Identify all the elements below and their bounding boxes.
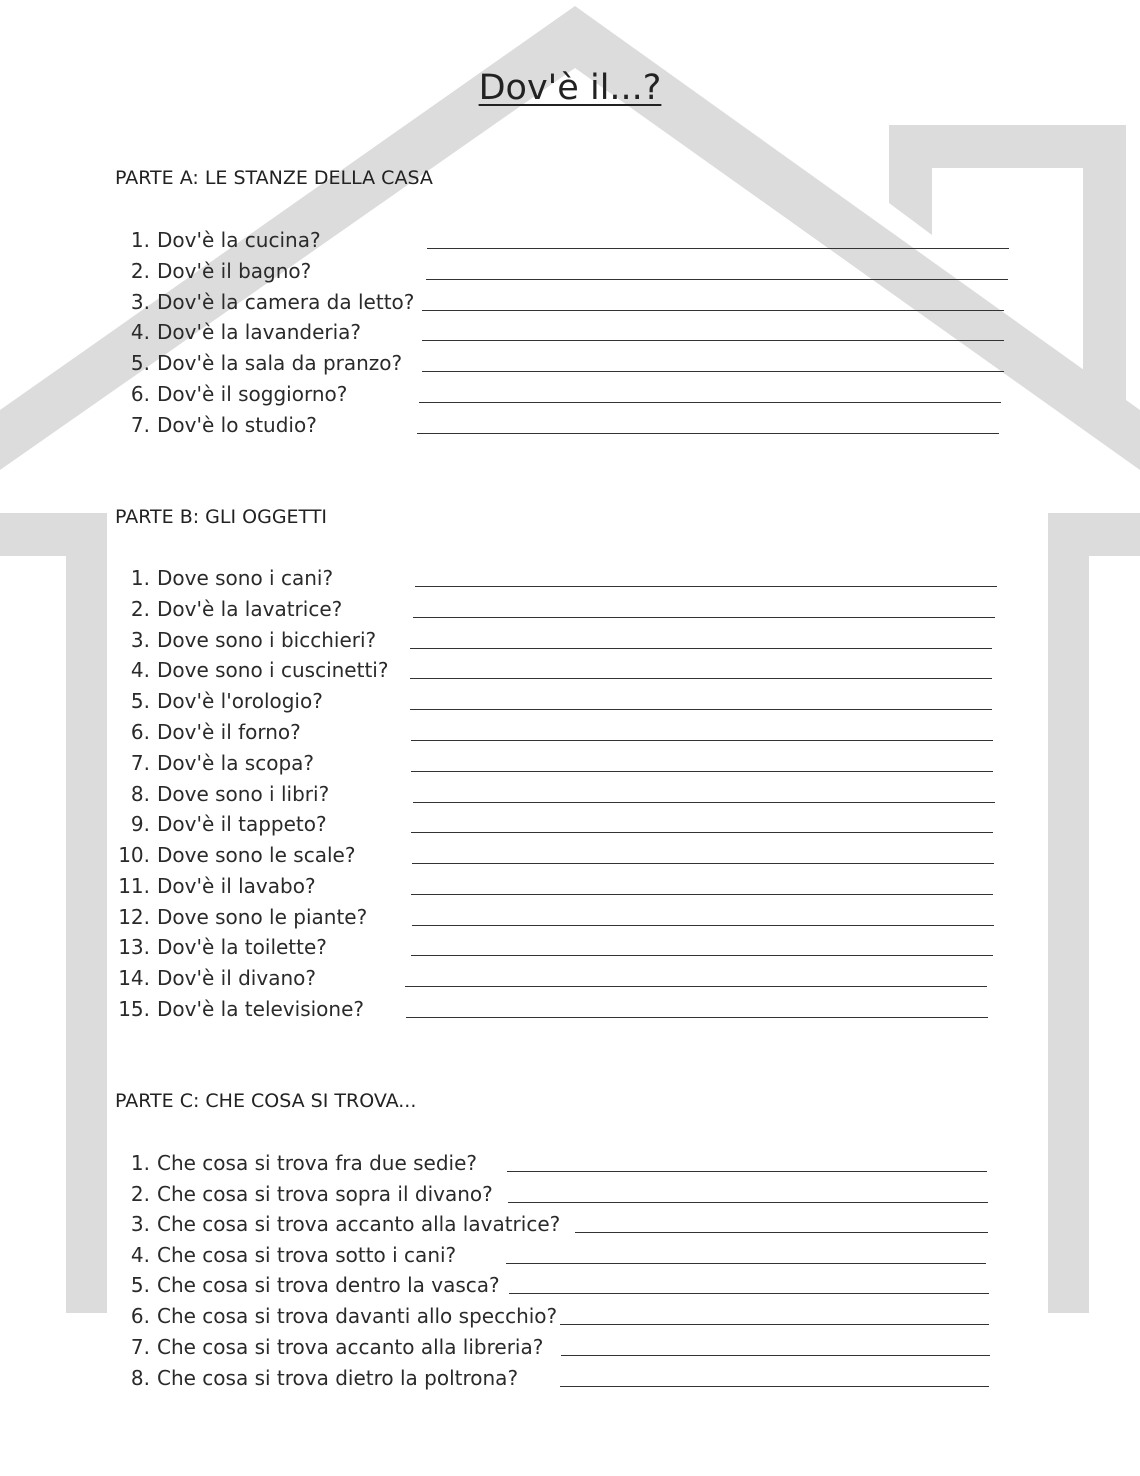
question-number: 6. — [130, 1304, 150, 1328]
question-number: 9. — [130, 812, 150, 836]
question-number: 5. — [130, 689, 150, 713]
question-text: Che cosa si trova accanto alla libreria? — [157, 1335, 544, 1359]
question-number: 1. — [130, 566, 150, 590]
section-b-question-8 — [0, 779, 1140, 809]
question-text: Che cosa si trova dentro la vasca? — [157, 1273, 500, 1297]
answer-line[interactable] — [575, 1232, 988, 1233]
question-text: Dove sono i cuscinetti? — [157, 658, 389, 682]
section-b-question-14 — [0, 963, 1140, 993]
section-b-question-3 — [0, 625, 1140, 655]
answer-line[interactable] — [508, 1202, 988, 1203]
section-a-heading: PARTE A: LE STANZE DELLA CASA — [115, 167, 433, 189]
section-c-question-1 — [0, 1148, 1140, 1178]
answer-line[interactable] — [419, 402, 1001, 403]
answer-line[interactable] — [411, 740, 993, 741]
question-number: 1. — [130, 228, 150, 252]
question-text: Dov'è la lavanderia? — [157, 320, 362, 344]
question-text: Dov'è il soggiorno? — [157, 382, 348, 406]
section-b-question-5 — [0, 686, 1140, 716]
section-a-question-6 — [0, 379, 1140, 409]
question-number: 2. — [130, 1182, 150, 1206]
answer-line[interactable] — [413, 617, 995, 618]
answer-line[interactable] — [411, 894, 993, 895]
question-number: 7. — [130, 1335, 150, 1359]
question-number: 14. — [118, 966, 150, 990]
question-text: Dove sono i cani? — [157, 566, 334, 590]
section-a-question-7 — [0, 410, 1140, 440]
answer-line[interactable] — [506, 1263, 986, 1264]
answer-line[interactable] — [411, 771, 993, 772]
question-text: Dov'è la toilette? — [157, 935, 327, 959]
answer-line[interactable] — [410, 648, 992, 649]
question-text: Dov'è la camera da letto? — [157, 290, 415, 314]
question-text: Dov'è la lavatrice? — [157, 597, 343, 621]
question-number: 5. — [130, 351, 150, 375]
section-a-question-5 — [0, 348, 1140, 378]
answer-line[interactable] — [560, 1386, 989, 1387]
question-number: 5. — [130, 1273, 150, 1297]
section-b-question-9 — [0, 809, 1140, 839]
section-b-question-15 — [0, 994, 1140, 1024]
answer-line[interactable] — [410, 678, 992, 679]
answer-line[interactable] — [422, 340, 1004, 341]
answer-line[interactable] — [411, 832, 993, 833]
section-a-question-4 — [0, 317, 1140, 347]
section-b-question-1 — [0, 563, 1140, 593]
question-text: Che cosa si trova sotto i cani? — [157, 1243, 457, 1267]
section-b-question-6 — [0, 717, 1140, 747]
answer-line[interactable] — [422, 310, 1004, 311]
question-text: Che cosa si trova fra due sedie? — [157, 1151, 478, 1175]
question-number: 3. — [130, 1212, 150, 1236]
question-number: 11. — [118, 874, 150, 898]
section-b-question-13 — [0, 932, 1140, 962]
question-number: 2. — [130, 597, 150, 621]
answer-line[interactable] — [509, 1293, 989, 1294]
question-text: Dov'è l'orologio? — [157, 689, 323, 713]
question-text: Dov'è il forno? — [157, 720, 301, 744]
question-number: 3. — [130, 290, 150, 314]
section-c-question-8 — [0, 1363, 1140, 1393]
question-number: 2. — [130, 259, 150, 283]
section-b-question-10 — [0, 840, 1140, 870]
question-text: Che cosa si trova davanti allo specchio? — [157, 1304, 558, 1328]
question-number: 12. — [118, 905, 150, 929]
page-title — [0, 68, 1140, 108]
question-number: 4. — [130, 320, 150, 344]
question-number: 6. — [130, 382, 150, 406]
answer-line[interactable] — [405, 986, 987, 987]
section-b-question-7 — [0, 748, 1140, 778]
section-c-question-2 — [0, 1179, 1140, 1209]
answer-line[interactable] — [415, 586, 997, 587]
question-text: Dov'è la sala da pranzo? — [157, 351, 403, 375]
answer-line[interactable] — [412, 925, 994, 926]
answer-line[interactable] — [410, 709, 992, 710]
question-number: 13. — [118, 935, 150, 959]
question-text: Che cosa si trova sopra il divano? — [157, 1182, 493, 1206]
question-number: 6. — [130, 720, 150, 744]
section-c-heading: PARTE C: CHE COSA SI TROVA... — [115, 1090, 417, 1112]
answer-line[interactable] — [412, 863, 994, 864]
section-a-question-1 — [0, 225, 1140, 255]
question-text: Dov'è la televisione? — [157, 997, 365, 1021]
section-b-heading: PARTE B: GLI OGGETTI — [115, 506, 328, 528]
answer-line[interactable] — [411, 955, 993, 956]
question-text: Dov'è la scopa? — [157, 751, 315, 775]
question-text: Dove sono i libri? — [157, 782, 330, 806]
question-text: Dov'è il bagno? — [157, 259, 312, 283]
question-number: 7. — [130, 413, 150, 437]
answer-line[interactable] — [413, 802, 995, 803]
section-c-question-6 — [0, 1301, 1140, 1331]
answer-line[interactable] — [426, 279, 1008, 280]
section-c-question-5 — [0, 1270, 1140, 1300]
section-b-question-12 — [0, 902, 1140, 932]
question-number: 4. — [130, 658, 150, 682]
question-text: Dove sono i bicchieri? — [157, 628, 377, 652]
question-text: Dove sono le piante? — [157, 905, 368, 929]
section-b-question-2 — [0, 594, 1140, 624]
question-number: 7. — [130, 751, 150, 775]
question-number: 4. — [130, 1243, 150, 1267]
page-title-text: Dov'è il...? — [478, 68, 662, 108]
question-text: Che cosa si trova dietro la poltrona? — [157, 1366, 519, 1390]
answer-line[interactable] — [561, 1355, 990, 1356]
question-number: 3. — [130, 628, 150, 652]
section-c-question-4 — [0, 1240, 1140, 1270]
answer-line[interactable] — [507, 1171, 987, 1172]
section-a-question-2 — [0, 256, 1140, 286]
question-number: 10. — [118, 843, 150, 867]
question-number: 15. — [118, 997, 150, 1021]
answer-line[interactable] — [560, 1324, 989, 1325]
answer-line[interactable] — [417, 433, 999, 434]
answer-line[interactable] — [406, 1017, 988, 1018]
question-number: 8. — [130, 1366, 150, 1390]
section-b-question-11 — [0, 871, 1140, 901]
section-a-question-3 — [0, 287, 1140, 317]
answer-line[interactable] — [422, 371, 1004, 372]
section-c-question-3 — [0, 1209, 1140, 1239]
answer-line[interactable] — [427, 248, 1009, 249]
section-c-question-7 — [0, 1332, 1140, 1362]
question-text: Dov'è il tappeto? — [157, 812, 327, 836]
question-text: Dov'è il lavabo? — [157, 874, 316, 898]
question-text: Dove sono le scale? — [157, 843, 356, 867]
section-b-question-4 — [0, 655, 1140, 685]
question-text: Dov'è lo studio? — [157, 413, 317, 437]
question-number: 1. — [130, 1151, 150, 1175]
question-text: Dov'è la cucina? — [157, 228, 321, 252]
question-number: 8. — [130, 782, 150, 806]
question-text: Che cosa si trova accanto alla lavatrice? — [157, 1212, 561, 1236]
question-text: Dov'è il divano? — [157, 966, 316, 990]
